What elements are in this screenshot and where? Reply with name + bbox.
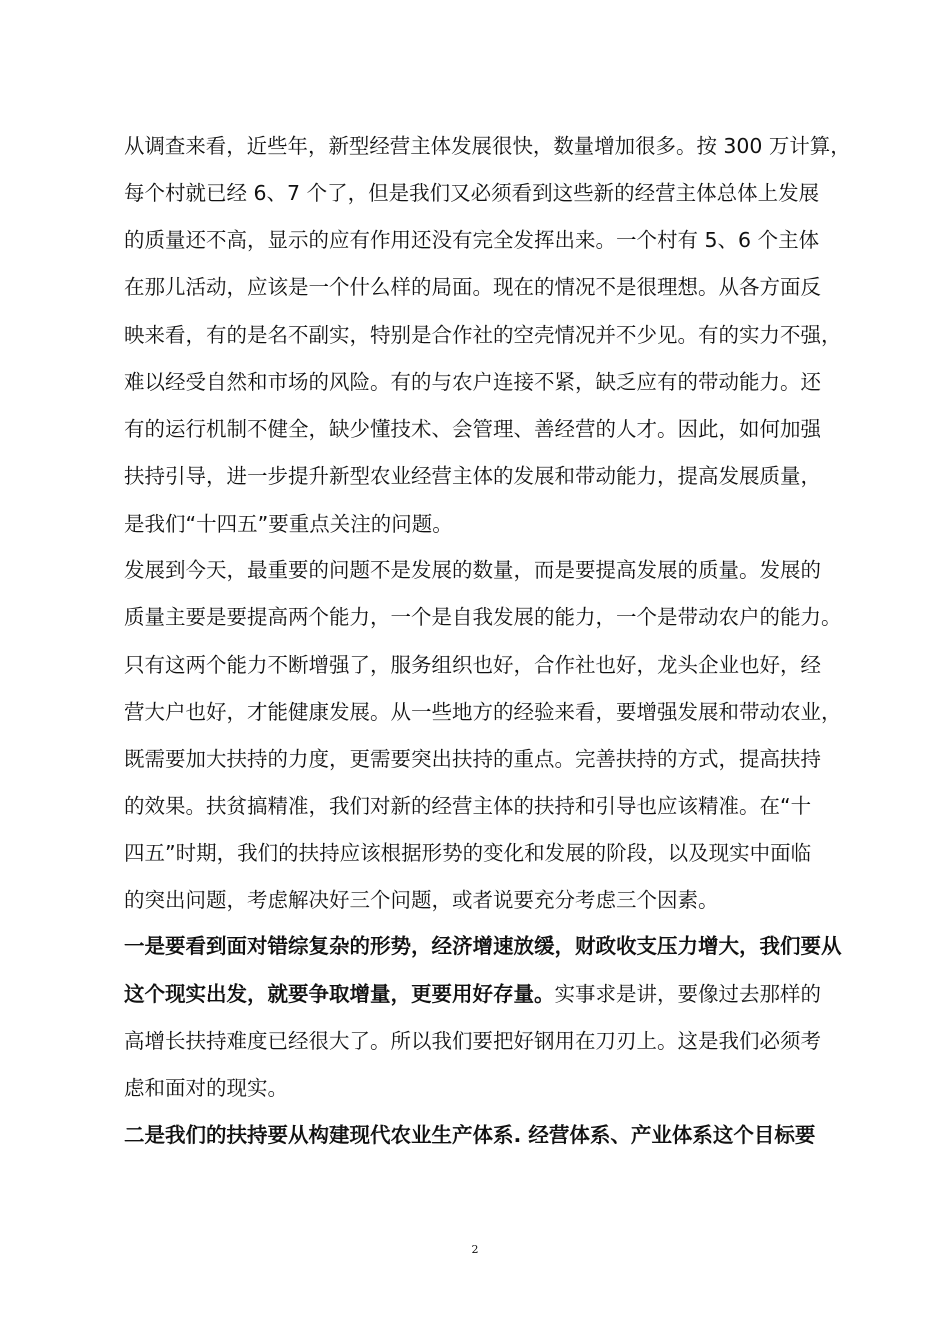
text-run: 有的运行机制不健全，缺少懂技术、会管理、善经营的人才。因此，如何加强: [124, 417, 821, 441]
text-line: [124, 322, 842, 348]
text-run: 扶持引导，进一步提升新型农业经营主体的发展和带动能力，提高发展质量，: [124, 464, 821, 488]
text-run: 是我们“十四五”要重点关注的问题。: [124, 512, 453, 536]
text-run: 映来看，有的是名不副实，特别是合作社的空壳情况并不少见。有的实力不强，: [124, 323, 842, 347]
text-line: [124, 793, 811, 819]
text-line: [124, 369, 821, 395]
text-run: 在那儿活动，应该是一个什么样的局面。现在的情况不是很理想。从各方面反: [124, 275, 821, 299]
text-run: 只有这两个能力不断增强了，服务组织也好，合作社也好，龙头企业也好，经: [124, 653, 821, 677]
bold-text-run: 二是我们的扶持要从构建现代农业生产体系. 经营体系、产业体系这个目标要: [124, 1123, 816, 1147]
text-line: [124, 746, 821, 772]
text-line: [124, 133, 851, 159]
page-number: 2: [471, 1243, 479, 1256]
text-line: [124, 1028, 821, 1054]
text-run: 的突出问题，考虑解决好三个问题，或者说要充分考虑三个因素。: [124, 888, 719, 912]
text-run: 发展到今天，最重要的问题不是发展的数量，而是要提高发展的质量。发展的: [124, 558, 821, 582]
text-line: [124, 1075, 288, 1101]
bold-text-run: 一是要看到面对错综复杂的形势，经济增速放缓，财政收支压力增大，我们要从: [124, 934, 842, 958]
text-run: 高增长扶持难度已经很大了。所以我们要把好钢用在刀刃上。这是我们必须考: [124, 1029, 821, 1053]
text-line: [124, 463, 821, 489]
text-run: 营大户也好，才能健康发展。从一些地方的经验来看，要增强发展和带动农业，: [124, 700, 842, 724]
text-line: [124, 1122, 815, 1148]
text-line: [124, 699, 842, 725]
text-line: [124, 981, 821, 1007]
text-line: [124, 933, 842, 959]
text-line: [124, 652, 821, 678]
text-run: 的效果。扶贫搞精准，我们对新的经营主体的扶持和引导也应该精准。在“十: [124, 794, 812, 818]
text-run: 虑和面对的现实。: [124, 1076, 288, 1100]
text-line: [124, 887, 719, 913]
text-run: 质量主要是要提高两个能力，一个是自我发展的能力，一个是带动农户的能力。: [124, 605, 842, 629]
text-run: 每个村就已经 6、7 个了，但是我们又必须看到这些新的经营主体总体上发展: [124, 181, 820, 205]
text-line: [124, 511, 453, 537]
text-line: [124, 840, 811, 866]
text-line: [124, 227, 819, 253]
text-run: 既需要加大扶持的力度，更需要突出扶持的重点。完善扶持的方式，提高扶持: [124, 747, 821, 771]
text-line: [124, 557, 821, 583]
text-line: [124, 604, 842, 630]
text-run: 的质量还不高，显示的应有作用还没有完全发挥出来。一个村有 5、6 个主体: [124, 228, 820, 252]
text-run: 从调查来看，近些年，新型经营主体发展很快，数量增加很多。按 300 万计算，: [124, 134, 851, 158]
text-run: 实事求是讲，要像过去那样的: [554, 982, 821, 1006]
text-line: [124, 274, 821, 300]
text-run: 难以经受自然和市场的风险。有的与农户连接不紧，缺乏应有的带动能力。还: [124, 370, 821, 394]
text-run: 四五”时期，我们的扶持应该根据形势的变化和发展的阶段，以及现实中面临: [124, 841, 812, 865]
text-line: [124, 416, 821, 442]
text-line: [124, 180, 819, 206]
bold-text-run: 这个现实出发，就要争取增量，更要用好存量。: [124, 982, 555, 1006]
